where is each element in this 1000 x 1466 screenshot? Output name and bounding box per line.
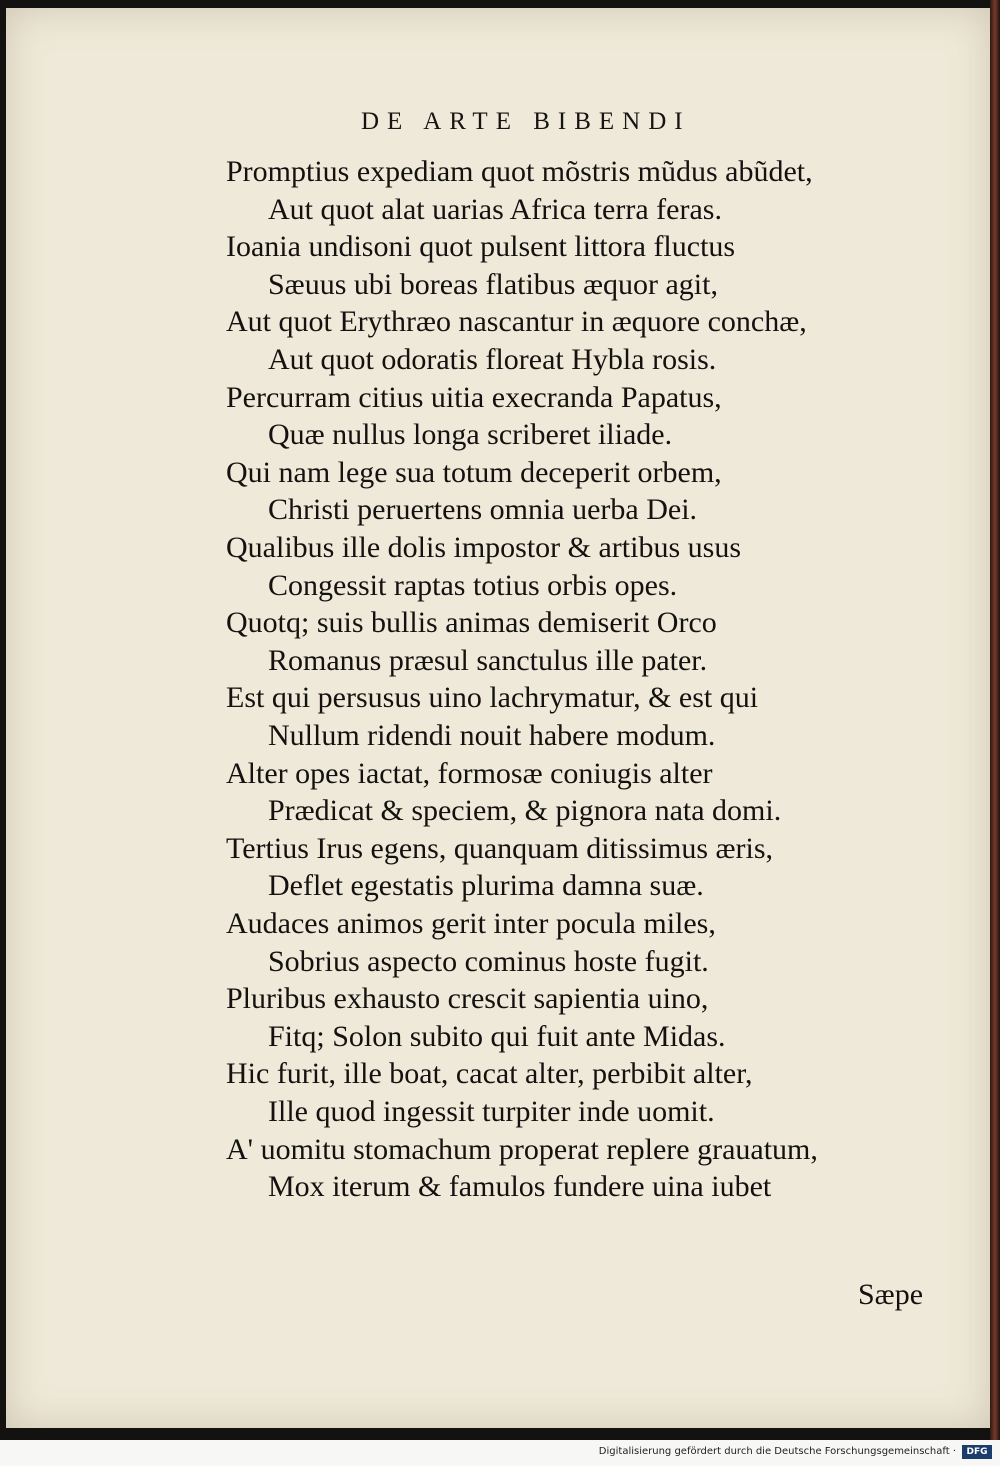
verse-line: Qui nam lege sua totum deceperit orbem, bbox=[226, 455, 722, 489]
verse-line: Fitq; Solon subito qui fuit ante Midas. bbox=[268, 1019, 726, 1053]
verse-line: Sæuus ubi boreas flatibus æquor agit, bbox=[268, 267, 718, 301]
running-header: DE ARTE BIBENDI bbox=[361, 108, 691, 135]
verse-line: Aut quot odoratis floreat Hybla rosis. bbox=[268, 343, 717, 376]
verse-line: Pluribus exhausto crescit sapientia uino, bbox=[226, 982, 709, 1016]
verse-line: Est qui persusus uino lachrymatur, & est qui bbox=[226, 681, 759, 715]
verse-line: Sobrius aspecto cominus hoste fugit. bbox=[268, 944, 709, 978]
book-page bbox=[6, 8, 993, 1428]
book-edge bbox=[990, 0, 1000, 1440]
verse-line: Hic furit, ille boat, cacat alter, perbibit alter, bbox=[226, 1057, 753, 1091]
verse-line: Audaces animos gerit inter pocula miles, bbox=[226, 907, 716, 940]
footer-bar bbox=[0, 1440, 1000, 1466]
verse-line: Mox iterum & famulos fundere uina iubet bbox=[268, 1170, 772, 1204]
dfg-logo: DFG bbox=[962, 1445, 992, 1459]
verse-line: Prædicat & speciem, & pignora nata domi. bbox=[268, 794, 782, 828]
verse-line: Ioania undisoni quot pulsent littora fluctus bbox=[226, 230, 736, 264]
verse-line: Deflet egestatis plurima damna suæ. bbox=[268, 869, 704, 903]
verse-line: Quotq; suis bullis animas demiserit Orco bbox=[226, 606, 717, 640]
catchword: Sæpe bbox=[858, 1278, 924, 1311]
verse-line: Congessit raptas totius orbis opes. bbox=[268, 568, 678, 602]
verse-line: Promptius expediam quot mõstris mũdus abũdet, bbox=[226, 155, 813, 188]
verse-line: Ille quod ingessit turpiter inde uomit. bbox=[268, 1095, 715, 1128]
verse-line: Alter opes iactat, formosæ coniugis alter bbox=[226, 756, 713, 790]
verse-line: Quæ nullus longa scriberet iliade. bbox=[268, 418, 673, 452]
verse-line: Christi peruertens omnia uerba Dei. bbox=[268, 493, 698, 527]
verse-line: Percurram citius uitia execranda Papatus, bbox=[226, 380, 722, 414]
verse-line: Tertius Irus egens, quanquam ditissimus æris, bbox=[226, 831, 774, 865]
verse-line: Aut quot Erythræo nascantur in æquore conchæ, bbox=[226, 305, 807, 339]
footer-credit: Digitalisierung gefördert durch die Deutsche Forschungsgemeinschaft · bbox=[598, 1446, 956, 1457]
verse-line: Romanus præsul sanctulus ille pater. bbox=[268, 643, 708, 677]
verse-line: A' uomitu stomachum properat replere grauatum, bbox=[226, 1132, 818, 1166]
verse-line: Nullum ridendi nouit habere modum. bbox=[268, 719, 716, 752]
verse-line: Qualibus ille dolis impostor & artibus usus bbox=[226, 531, 741, 564]
verse-line: Aut quot alat uarias Africa terra feras. bbox=[268, 192, 722, 226]
